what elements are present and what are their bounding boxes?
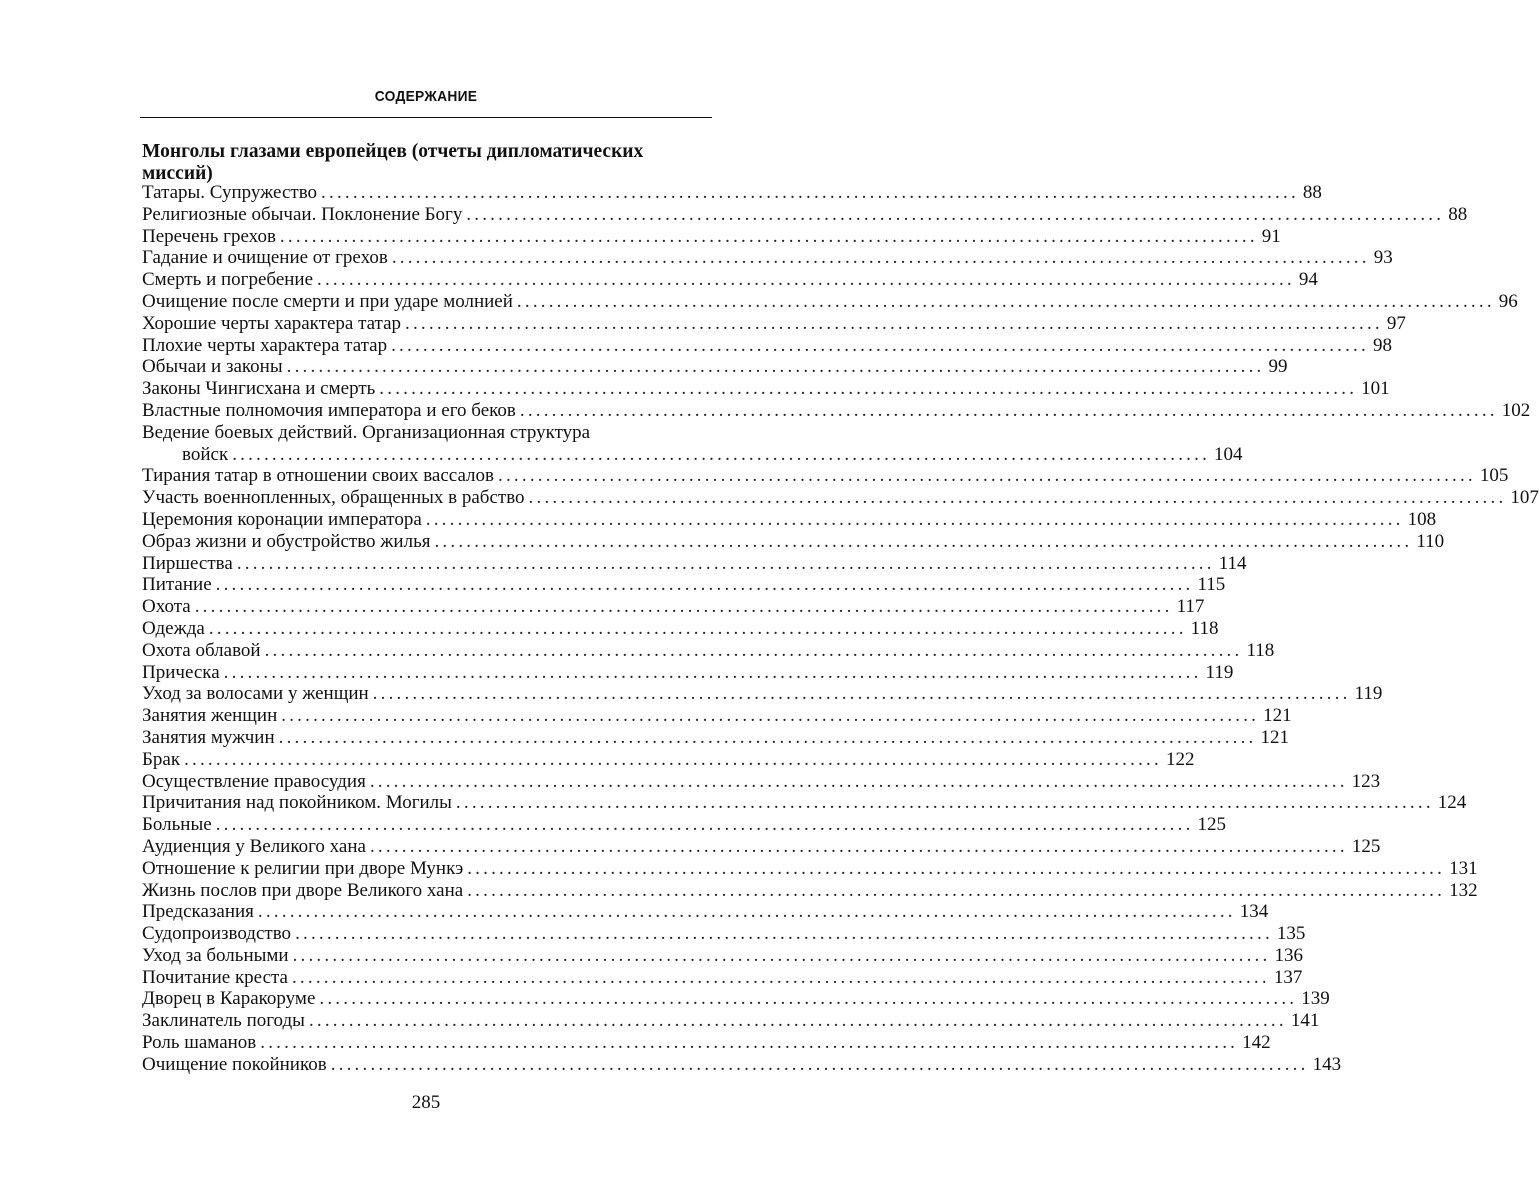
dot-leader: ........................................................................................................................... bbox=[405, 312, 1383, 334]
toc-entry bbox=[142, 639, 1275, 662]
toc-entry-page: 121 bbox=[1263, 705, 1292, 727]
toc-entry-title: Смерть и погребение bbox=[142, 269, 314, 291]
toc-entry-title: Обычаи и законы bbox=[142, 356, 283, 378]
dot-leader: ........................................................................................................................... bbox=[379, 378, 1358, 400]
toc-entry-page: 136 bbox=[1274, 944, 1303, 966]
toc-entry bbox=[142, 661, 1234, 684]
toc-entry-page: 110 bbox=[1416, 530, 1445, 552]
toc-entry-title: Почитание креста bbox=[142, 966, 288, 988]
toc-entry-title: Роль шаманов bbox=[142, 1032, 257, 1054]
toc-entry bbox=[142, 879, 1478, 902]
toc-entry-page: 119 bbox=[1354, 683, 1383, 705]
toc-entry-page: 118 bbox=[1190, 617, 1219, 639]
toc-entry-title-line1: Ведение боевых действий. Организационная структура bbox=[142, 421, 591, 443]
toc-entry bbox=[142, 617, 1219, 640]
toc-entry-title: Жизнь послов при дворе Великого хана bbox=[142, 879, 464, 901]
toc-entry bbox=[142, 988, 1330, 1010]
toc-entry bbox=[142, 835, 1381, 858]
toc-entry bbox=[142, 966, 1303, 989]
toc-entry-page: 91 bbox=[1261, 225, 1281, 247]
toc-entry bbox=[142, 901, 1269, 923]
toc-entry-page: 122 bbox=[1165, 748, 1195, 770]
dot-leader: ........................................................................................................................... bbox=[194, 596, 1173, 618]
dot-leader: ........................................................................................................................... bbox=[260, 1032, 1239, 1054]
toc-entry-title: Отношение к религии при дворе Мункэ bbox=[142, 857, 464, 879]
toc-entry-continuation bbox=[142, 443, 1243, 466]
toc-entry bbox=[142, 1010, 1320, 1032]
toc-entry-page: 108 bbox=[1407, 508, 1437, 530]
dot-leader: ........................................................................................................................... bbox=[292, 944, 1271, 966]
toc-entry-title: Тирания татар в отношении своих вассалов bbox=[142, 465, 495, 487]
toc-entry bbox=[142, 312, 1406, 335]
toc-entry bbox=[142, 923, 1306, 945]
toc-entry bbox=[142, 399, 1531, 422]
toc-entry-title: Церемония коронации императора bbox=[142, 508, 422, 530]
toc-entry-title: Питание bbox=[142, 574, 212, 596]
toc-entry bbox=[142, 596, 1205, 618]
toc-entry-title: Одежда bbox=[142, 617, 205, 639]
dot-leader: ........................................................................................................................... bbox=[466, 203, 1445, 225]
dot-leader: ........................................................................................................................... bbox=[330, 1053, 1309, 1075]
toc-entry-title: Занятия женщин bbox=[142, 705, 278, 727]
toc-entry bbox=[142, 378, 1390, 400]
section-title: Монголы глазами европейцев (отчеты дипломатических миссий) bbox=[142, 141, 644, 184]
toc-entry bbox=[142, 726, 1289, 749]
toc-entry bbox=[142, 247, 1393, 269]
dot-leader: ........................................................................................................................... bbox=[369, 835, 1348, 857]
toc-entry-title: Татары. Супружество bbox=[142, 182, 318, 203]
toc-entry-page: 101 bbox=[1361, 378, 1390, 400]
dot-leader: ........................................................................................................................... bbox=[281, 705, 1260, 727]
toc-entry bbox=[142, 1032, 1271, 1054]
toc-entry-title: Дворец в Каракоруме bbox=[142, 988, 316, 1010]
dot-leader: ........................................................................................................................... bbox=[279, 225, 1258, 247]
toc-entry-page: 125 bbox=[1351, 835, 1381, 857]
toc-entry-title: Осуществление правосудия bbox=[142, 770, 366, 792]
toc-entry bbox=[142, 334, 1392, 357]
toc-entry-page: 118 bbox=[1246, 639, 1275, 661]
toc-entry-page: 137 bbox=[1273, 966, 1303, 988]
dot-leader: ........................................................................................................................... bbox=[317, 269, 1295, 291]
toc-entry bbox=[142, 203, 1468, 226]
dot-leader: ........................................................................................................................... bbox=[223, 661, 1202, 683]
toc-entry bbox=[142, 683, 1383, 705]
toc-entry-title: Участь военнопленных, обращенных в рабство bbox=[142, 487, 525, 509]
toc-entry-title: Аудиенция у Великого хана bbox=[142, 835, 366, 857]
toc-entry-title: Причитания над покойником. Могилы bbox=[142, 792, 452, 814]
dot-leader: ........................................................................................................................... bbox=[455, 792, 1434, 814]
toc-entry bbox=[142, 748, 1195, 771]
toc-entry-page: 104 bbox=[1214, 443, 1243, 465]
dot-leader: ........................................................................................................................... bbox=[264, 639, 1243, 661]
toc-entry-page: 94 bbox=[1298, 269, 1318, 291]
toc-entry-title: Больные bbox=[142, 814, 212, 836]
dot-leader: ........................................................................................................................... bbox=[286, 356, 1265, 378]
page-number: 285 bbox=[411, 1092, 441, 1113]
toc-entry-page: 96 bbox=[1498, 290, 1518, 312]
dot-leader: ........................................................................................................................... bbox=[295, 923, 1273, 945]
toc-entry bbox=[142, 770, 1381, 793]
dot-leader: ........................................................................................................................... bbox=[434, 530, 1413, 552]
toc-entry-title: Предсказания bbox=[142, 901, 254, 923]
toc-entry bbox=[142, 1053, 1342, 1076]
toc-entry-page: 115 bbox=[1197, 574, 1226, 596]
dot-leader: ........................................................................................................................... bbox=[319, 988, 1298, 1010]
toc-entry-page: 132 bbox=[1449, 879, 1478, 901]
toc-entry bbox=[142, 508, 1437, 531]
toc-entry-page: 141 bbox=[1290, 1010, 1320, 1032]
dot-leader: ........................................................................................................................... bbox=[369, 770, 1348, 792]
toc-entry bbox=[142, 552, 1247, 575]
toc-entry bbox=[142, 290, 1518, 313]
dot-leader: ........................................................................................................................... bbox=[184, 748, 1162, 770]
toc-entry-title: Охота облавой bbox=[142, 639, 261, 661]
toc-entry bbox=[142, 814, 1227, 836]
toc-entry-page: 139 bbox=[1301, 988, 1330, 1010]
toc-entry bbox=[142, 356, 1288, 378]
dot-leader: ........................................................................................................................... bbox=[372, 683, 1351, 705]
dot-leader: ........................................................................................................................... bbox=[498, 465, 1476, 487]
toc-entry bbox=[142, 530, 1445, 553]
toc-entry bbox=[142, 574, 1226, 596]
toc-entry-title: Перечень грехов bbox=[142, 225, 276, 247]
dot-leader: ........................................................................................................................... bbox=[278, 726, 1257, 748]
toc-entry-title: Плохие черты характера татар bbox=[142, 334, 388, 356]
toc-entry bbox=[142, 465, 1509, 487]
dot-leader: ........................................................................................................................... bbox=[215, 814, 1194, 836]
toc-entry-page: 121 bbox=[1260, 726, 1289, 748]
toc-entry-title: Очищение покойников bbox=[142, 1053, 327, 1075]
toc-entry-page: 119 bbox=[1205, 661, 1234, 683]
dot-leader: ........................................................................................................................... bbox=[425, 508, 1404, 530]
toc-entry bbox=[142, 944, 1303, 967]
toc-entry-page: 125 bbox=[1197, 814, 1227, 836]
toc-entry-page: 88 bbox=[1302, 182, 1322, 203]
toc-entry-title: Образ жизни и обустройство жилья bbox=[142, 530, 431, 552]
toc-entry bbox=[142, 421, 1243, 466]
dot-leader: ........................................................................................................................... bbox=[308, 1010, 1287, 1032]
toc-entry bbox=[142, 182, 1322, 204]
toc-entry-title-line2: войск bbox=[182, 443, 229, 465]
toc-entry-page: 105 bbox=[1479, 465, 1509, 487]
dot-leader: ........................................................................................................................... bbox=[215, 574, 1194, 596]
toc-entry bbox=[142, 225, 1281, 248]
toc-entry-title: Религиозные обычаи. Поклонение Богу bbox=[142, 203, 463, 225]
toc-entry-page: 88 bbox=[1448, 203, 1468, 225]
dot-leader: ........................................................................................................................... bbox=[528, 487, 1507, 509]
toc-entry-title: Уход за волосами у женщин bbox=[142, 683, 369, 705]
toc-entry-page: 142 bbox=[1242, 1032, 1271, 1054]
dot-leader: ........................................................................................................................... bbox=[257, 901, 1236, 923]
toc-entry-title: Хорошие черты характера татар bbox=[142, 312, 402, 334]
toc-entry-title: Прическа bbox=[142, 661, 220, 683]
toc-entry-page: 102 bbox=[1501, 399, 1531, 421]
dot-leader: ........................................................................................................................... bbox=[208, 617, 1187, 639]
table-of-contents bbox=[142, 182, 1539, 1076]
dot-leader: ........................................................................................................................... bbox=[391, 334, 1369, 356]
header-rule bbox=[140, 117, 712, 118]
toc-entry-title: Законы Чингисхана и смерть bbox=[142, 378, 376, 400]
toc-entry-page: 114 bbox=[1218, 552, 1247, 574]
toc-entry bbox=[142, 487, 1539, 509]
toc-entry bbox=[142, 705, 1292, 727]
toc-entry-page: 99 bbox=[1268, 356, 1288, 378]
toc-entry-page: 98 bbox=[1372, 334, 1392, 356]
toc-entry-title: Уход за больными bbox=[142, 944, 289, 966]
dot-leader: ........................................................................................................................... bbox=[391, 247, 1370, 269]
toc-entry-title: Гадание и очищение от грехов bbox=[142, 247, 388, 269]
toc-entry-page: 124 bbox=[1437, 792, 1467, 814]
toc-entry bbox=[142, 857, 1478, 880]
toc-entry-title: Властные полномочия императора и его беков bbox=[142, 399, 516, 421]
dot-leader: ........................................................................................................................... bbox=[321, 182, 1299, 203]
dot-leader: ........................................................................................................................... bbox=[516, 290, 1495, 312]
dot-leader: ........................................................................................................................... bbox=[232, 443, 1211, 465]
toc-entry-page: 123 bbox=[1351, 770, 1381, 792]
toc-entry bbox=[142, 269, 1318, 291]
toc-entry-page: 143 bbox=[1312, 1053, 1342, 1075]
toc-entry-page: 134 bbox=[1239, 901, 1269, 923]
toc-entry-title: Охота bbox=[142, 596, 191, 618]
toc-entry-page: 93 bbox=[1373, 247, 1393, 269]
dot-leader: ........................................................................................................................... bbox=[467, 879, 1446, 901]
toc-entry-page: 117 bbox=[1176, 596, 1205, 618]
toc-entry-page: 97 bbox=[1386, 312, 1406, 334]
toc-entry-title: Брак bbox=[142, 748, 181, 770]
toc-entry-page: 107 bbox=[1510, 487, 1539, 509]
toc-entry bbox=[142, 792, 1467, 814]
toc-entry-title: Заклинатель погоды bbox=[142, 1010, 305, 1032]
toc-entry-title: Занятия мужчин bbox=[142, 726, 275, 748]
dot-leader: ........................................................................................................................... bbox=[291, 966, 1270, 988]
toc-entry-page: 135 bbox=[1276, 923, 1306, 945]
toc-entry-title: Очищение после смерти и при ударе молнией bbox=[142, 290, 513, 312]
running-head: СОДЕРЖАНИЕ bbox=[374, 88, 478, 105]
toc-entry-page: 131 bbox=[1449, 857, 1478, 879]
dot-leader: ........................................................................................................................... bbox=[236, 552, 1215, 574]
toc-entry-title: Пиршества bbox=[142, 552, 233, 574]
dot-leader: ........................................................................................................................... bbox=[467, 857, 1446, 879]
toc-entry-title: Судопроизводство bbox=[142, 923, 292, 945]
dot-leader: ........................................................................................................................... bbox=[519, 399, 1498, 421]
